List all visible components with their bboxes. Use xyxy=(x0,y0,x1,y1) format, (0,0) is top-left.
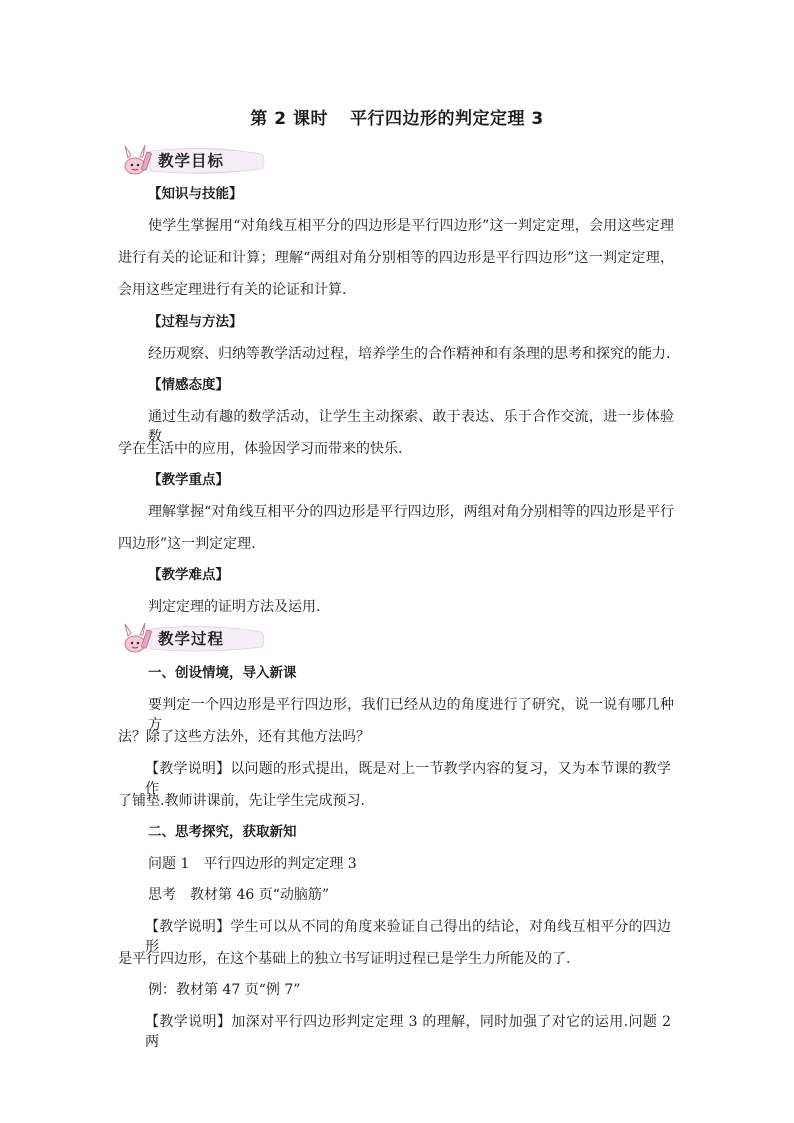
key-point-line-2: 四边形”这一判定定理. xyxy=(118,536,256,552)
note2-line-1: 【教学说明】学生可以从不同的角度来验证自己得出的结论，对角线互相平分的四边形 xyxy=(145,919,671,955)
difficult-point-line-1: 判定定理的证明方法及运用. xyxy=(148,599,321,615)
step1-heading: 一、创设情境，导入新课 xyxy=(148,665,297,681)
step1-line-1: 要判定一个四边形是平行四边形，我们已经从边的角度进行了研究，说一说有哪几种方 xyxy=(148,697,674,733)
section-banner-process xyxy=(116,620,266,654)
knowledge-line-1: 使学生掌握用“对角线互相平分的四边形是平行四边形”这一判定定理，会用这些定理 xyxy=(148,218,674,234)
question-1: 问题 1 平行四边形的判定定理 3 xyxy=(148,856,357,872)
attitude-heading: 【情感态度】 xyxy=(148,377,229,393)
difficult-point-heading: 【教学难点】 xyxy=(148,567,229,583)
process-method-heading: 【过程与方法】 xyxy=(148,314,243,330)
process-banner-label: 教学过程 xyxy=(158,630,225,648)
key-point-line-1: 理解掌握“对角线互相平分的四边形是平行四边形，两组对角分别相等的四边形是平行 xyxy=(148,504,674,520)
process-method-line-1: 经历观察、归纳等教学活动过程，培养学生的合作精神和有条理的思考和探究的能力. xyxy=(148,346,671,362)
page-title xyxy=(0,104,794,129)
lesson-topic: 平行四边形的判定定理 3 xyxy=(349,109,544,129)
step2-heading: 二、思考探究，获取新知 xyxy=(148,824,297,840)
knowledge-line-2: 进行有关的论证和计算；理解“两组对角分别相等的四边形是平行四边形”这一判定定理， xyxy=(118,250,674,266)
knowledge-heading: 【知识与技能】 xyxy=(148,186,243,202)
example-line: 例：教材第 47 页“例 7” xyxy=(148,982,301,998)
note1-line-1: 【教学说明】以问题的形式提出，既是对上一节教学内容的复习，又为本节课的教学作 xyxy=(145,761,671,797)
step1-line-2: 法？除了这些方法外，还有其他方法吗？ xyxy=(118,729,370,745)
knowledge-line-3: 会用这些定理进行有关的论证和计算. xyxy=(118,282,347,298)
think-line: 思考 教材第 46 页“动脑筋” xyxy=(148,887,330,903)
lesson-number: 第 2 课时 xyxy=(250,109,328,129)
attitude-line-2: 学在生活中的应用，体验因学习而带来的快乐. xyxy=(118,441,403,457)
note1-line-2: 了铺垫.教师讲课前，先让学生完成预习. xyxy=(118,793,365,809)
goals-banner-label: 教学目标 xyxy=(158,152,225,170)
note3-line-1: 【教学说明】加深对平行四边形判定定理 3 的理解，同时加强了对它的运用.问题 2 两 xyxy=(145,1014,671,1050)
key-point-heading: 【教学重点】 xyxy=(148,472,229,488)
note2-line-2: 是平行四边形，在这个基础上的独立书写证明过程已是学生力所能及的了. xyxy=(118,951,571,967)
attitude-line-1: 通过生动有趣的数学活动，让学生主动探索、敢于表达、乐于合作交流，进一步体验数 xyxy=(148,409,674,445)
section-banner-goals xyxy=(116,142,266,176)
